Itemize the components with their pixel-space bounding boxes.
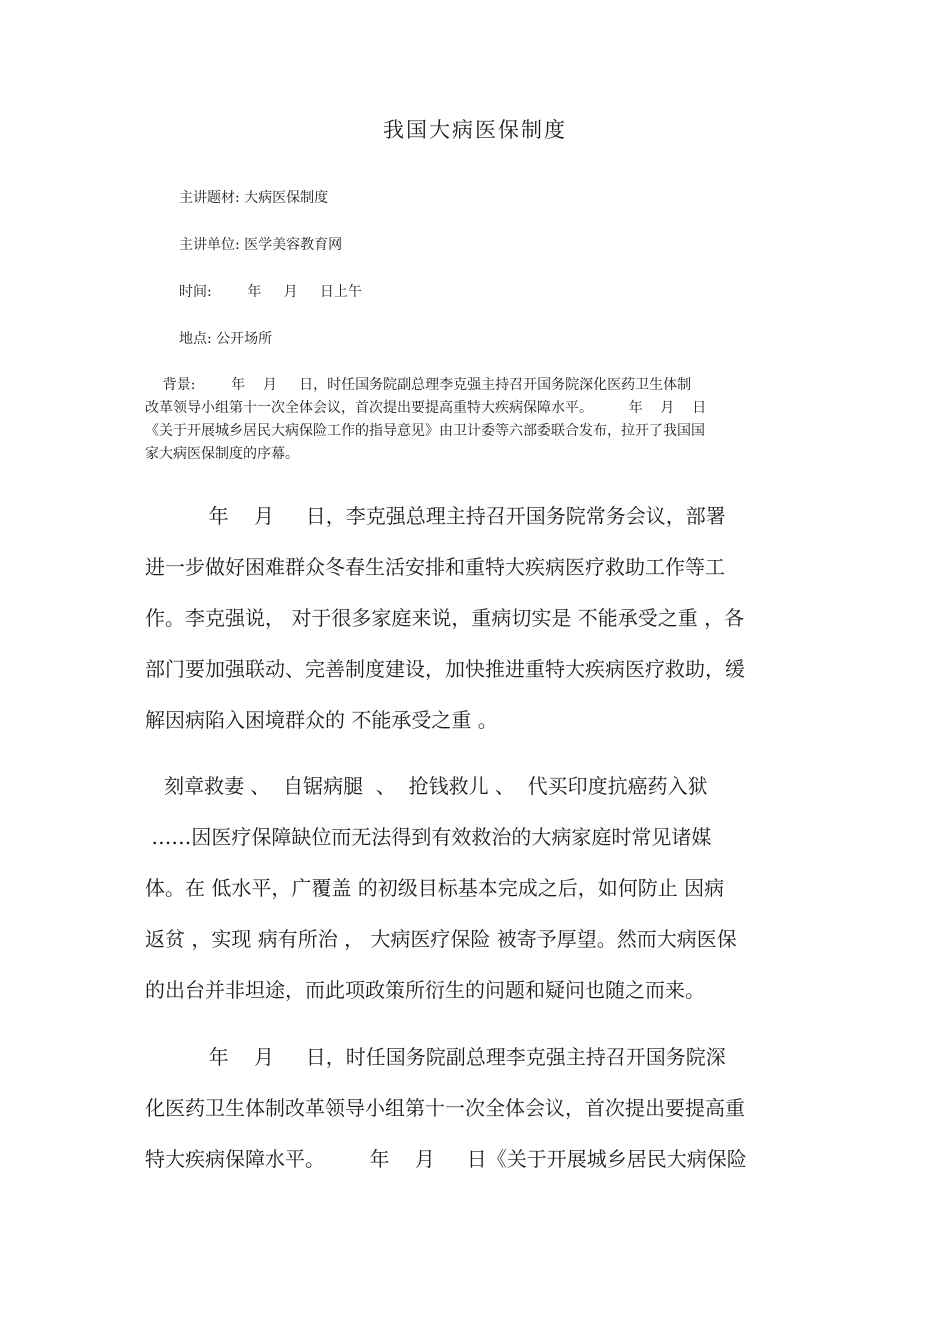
body-paragraph-1 xyxy=(145,491,810,746)
background-line: 背景: 年 月 日，时任国务院副总理李克强主持召开国务院深化医药卫生体制 xyxy=(145,377,692,393)
paragraph-line: 作。李克强说， 对于很多家庭来说，重病切实是 不能承受之重 ，各 xyxy=(145,606,745,630)
body-paragraph-2 xyxy=(145,761,810,1016)
paragraph-line: 年 月 日，李克强总理主持召开国务院常务会议，部署 xyxy=(145,504,726,528)
body-paragraph-3 xyxy=(145,1032,810,1185)
paragraph-line: 年 月 日，时任国务院副总理李克强主持召开国务院深 xyxy=(145,1045,726,1069)
paragraph-line: 返贫 ，实现 病有所治 ， 大病医疗保险 被寄予厚望。然而大病医保 xyxy=(145,927,737,951)
page-title: 我国大病医保制度 xyxy=(383,118,567,142)
paragraph-line: 的出台并非坦途，而此项政策所衍生的问题和疑问也随之而来。 xyxy=(145,978,705,1002)
paragraph-line: 化医药卫生体制改革领导小组第十一次全体会议，首次提出要提高重 xyxy=(145,1096,745,1120)
meta-place: 地点: 公开场所 xyxy=(179,331,273,347)
paragraph-line: 刻章救妻 、 自锯病腿 、 抢钱救儿 、 代买印度抗癌药入狱 xyxy=(145,774,708,798)
paragraph-line: 特大疾病保障水平。 年 月 日《关于开展城乡居民大病保险 xyxy=(145,1147,747,1171)
paragraph-line: 体。在 低水平，广覆盖 的初级目标基本完成之后，如何防止 因病 xyxy=(145,876,725,900)
background-line: 改革领导小组第十一次全体会议，首次提出要提高重特大疾病保障水平。 年 月 日 xyxy=(145,400,707,416)
paragraph-line: 进一步做好困难群众冬春生活安排和重特大疾病医疗救助工作等工 xyxy=(145,555,725,579)
meta-time: 时间: 年 月 日上午 xyxy=(179,284,362,300)
background-line: 《关于开展城乡居民大病保险工作的指导意见》由卫计委等六部委联合发布，拉开了我国国 xyxy=(145,423,705,439)
paragraph-line: 解因病陷入困境群众的 不能承受之重 。 xyxy=(145,708,498,732)
paragraph-line: 部门要加强联动、完善制度建设，加快推进重特大疾病医疗救助，缓 xyxy=(145,657,745,681)
meta-topic: 主讲题材: 大病医保制度 xyxy=(179,190,329,206)
meta-unit: 主讲单位: 医学美容教育网 xyxy=(179,237,343,253)
background-line: 家大病医保制度的序幕。 xyxy=(145,446,299,462)
paragraph-line: ……因医疗保障缺位而无法得到有效救治的大病家庭时常见诸媒 xyxy=(145,825,712,849)
background-paragraph xyxy=(145,374,810,466)
